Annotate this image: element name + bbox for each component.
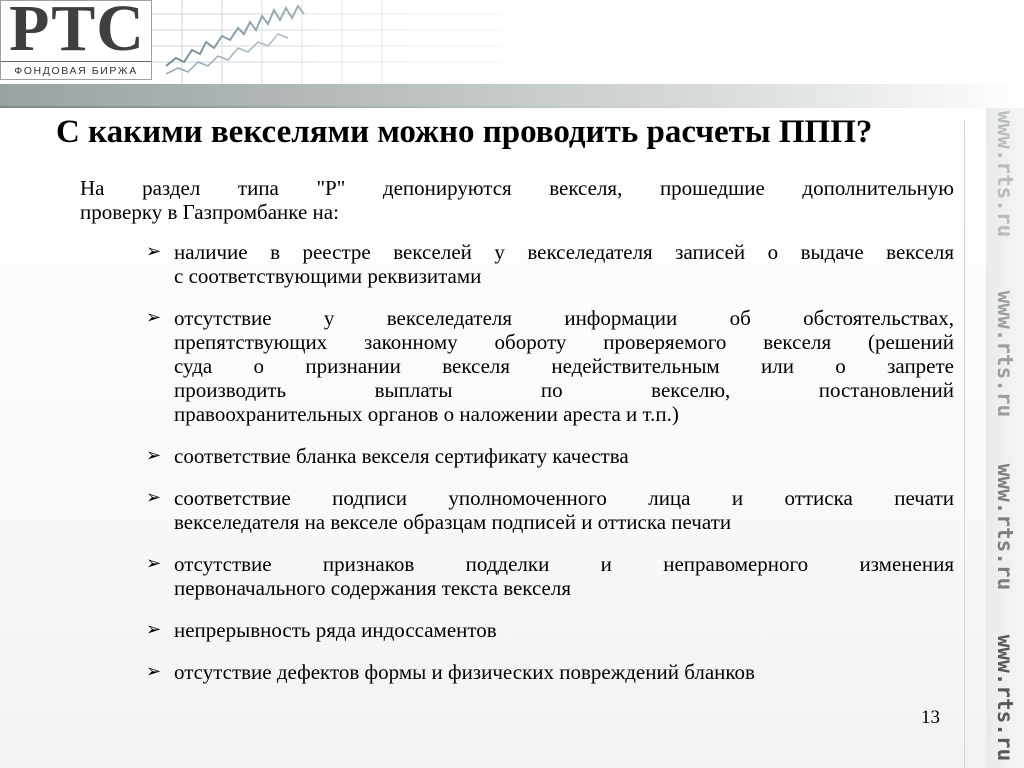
logo-subtitle: ФОНДОВАЯ БИРЖА — [1, 61, 151, 79]
rts-logo — [0, 0, 152, 80]
list-item-line: соответствие бланка векселя сертификату качества — [174, 444, 629, 468]
list-item-line: отсутствие признаков подделки и неправомерного изменения — [174, 552, 954, 576]
list-item-line: соответствие подписи уполномоченного лица и оттиска печати — [174, 486, 954, 510]
list-item-line: отсутствие дефектов формы и физических повреждений бланков — [174, 660, 755, 684]
list-item-text — [174, 240, 954, 288]
intro-paragraph — [80, 176, 954, 224]
list-item-line: векселедателя на векселе образцам подписей и оттиска печати — [174, 510, 732, 534]
arrow-bullet-icon: ➢ — [146, 553, 162, 574]
list-item — [146, 306, 954, 426]
list-item-text — [174, 444, 954, 468]
list-item-line: препятствующих законному обороту проверяемого векселя (решений — [174, 330, 954, 354]
watermark-text: www.rts.ru — [993, 290, 1017, 418]
list-item-line: непрерывность ряда индоссаментов — [174, 618, 497, 642]
intro-line: На раздел типа "Р" депонируются векселя, прошедшие дополнительную — [80, 176, 954, 200]
list-item — [146, 660, 954, 684]
watermark-text: www.rts.ru — [993, 463, 1017, 591]
list-item-line: наличие в реестре векселей у векселедателя записей о выдаче векселя — [174, 240, 954, 264]
list-item-line: производить выплаты по векселю, постановлений — [174, 378, 954, 402]
page-number: 13 — [921, 707, 940, 728]
list-item-line: первоначального содержания текста векселя — [174, 576, 572, 600]
list-item-line: отсутствие у векселедателя информации об обстоятельствах, — [174, 306, 954, 330]
list-item — [146, 618, 954, 642]
watermark-text: www.rts.ru — [993, 110, 1017, 238]
arrow-bullet-icon: ➢ — [146, 307, 162, 328]
list-item — [146, 240, 954, 288]
list-item-text — [174, 618, 954, 642]
slide-title: С какими векселями можно проводить расчеты ППП? — [56, 114, 873, 150]
list-item-line: суда о признании векселя недействительным или о запрете — [174, 354, 954, 378]
logo-wordmark: РТС — [9, 0, 145, 65]
list-item-text — [174, 552, 954, 600]
list-item — [146, 444, 954, 468]
list-item-text — [174, 660, 954, 684]
arrow-bullet-icon: ➢ — [146, 487, 162, 508]
panel-divider — [964, 120, 965, 768]
criteria-list — [146, 240, 954, 702]
arrow-bullet-icon: ➢ — [146, 241, 162, 262]
list-item-text — [174, 486, 954, 534]
arrow-bullet-icon: ➢ — [146, 661, 162, 682]
list-item-line: с соответствующими реквизитами — [174, 264, 482, 288]
stock-chart-decoration — [152, 0, 572, 84]
list-item — [146, 552, 954, 600]
list-item-text — [174, 306, 954, 426]
header-band — [0, 84, 1024, 106]
list-item — [146, 486, 954, 534]
intro-line: проверку в Газпромбанке на: — [80, 200, 339, 224]
list-item-line: правоохранительных органов о наложении ареста и т.п.) — [174, 402, 679, 426]
arrow-bullet-icon: ➢ — [146, 619, 162, 640]
arrow-bullet-icon: ➢ — [146, 445, 162, 466]
watermark-text: www.rts.ru — [993, 634, 1017, 762]
